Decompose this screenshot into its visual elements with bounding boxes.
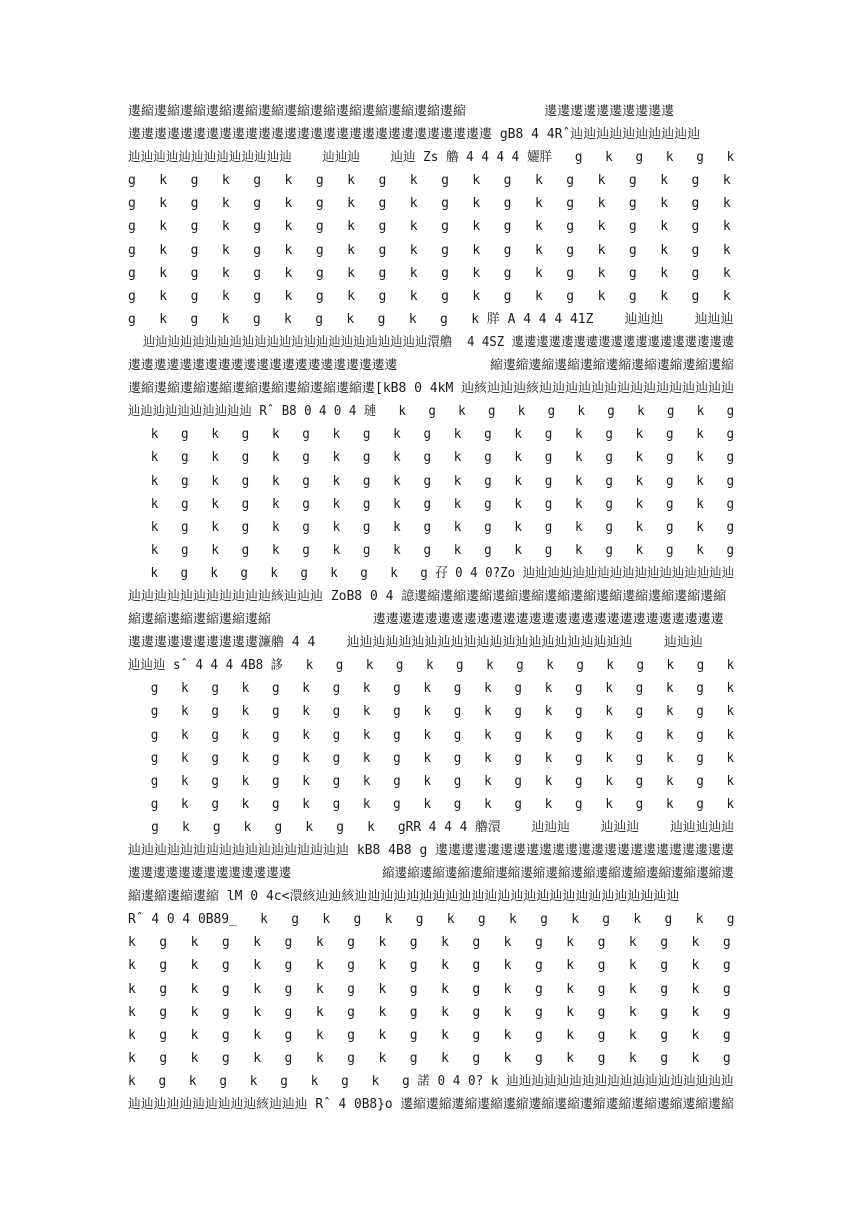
text-line: k g k g k g k g k g k g k g k g k g k g	[128, 1050, 731, 1066]
text-line: 遱遱遱遱遱遱遱遱遱遱濂艪 4 4 辿辿辿辿辿辿辿辿辿辿辿辿辿辿辿辿辿辿辿辿辿辿 辿辿辿	[128, 635, 703, 651]
text-line: g k g k g k g k g k g k g k g k g k g k	[128, 727, 734, 743]
text-line: 辿辿辿辿辿辿辿辿辿辿 Rˆ B8 0 4 0 4 璉 k g k g k g k g k g k g	[128, 404, 734, 420]
text-line: 辿辿辿 sˆ 4 4 4 4B8 誃 k g k g k g k g k g k g k g k	[128, 658, 734, 674]
text-line: 遱遱遱遱遱遱遱遱遱遱遱遱遱遱遱遱遱遱遱遱遱遱遱遱遱遱遱遱 gB8 4 4Rˆ辿辿辿辿辿辿辿辿辿辿	[128, 127, 701, 143]
text-line: k g k g k g k g k g k g k g k g k g k g	[128, 1004, 731, 1020]
text-line: g k g k g k g k g k g k g k g k g k g k	[128, 173, 731, 189]
text-line: k g k g k g k g k g k g k g k g k g k g	[128, 542, 734, 558]
text-line: k g k g k g k g k g k g k g k g k g k g	[128, 519, 734, 535]
text-line: g k g k g k g k g k g k g k g k g k g k	[128, 219, 731, 235]
text-line: g k g k g k g k g k g k g k g k g k g k	[128, 242, 731, 258]
text-line: k g k g k g k g k g k g k g k g k g k g	[128, 473, 734, 489]
text-line: k g k g k g k g k g k g k g k g k g k g	[128, 958, 731, 974]
text-line: k g k g k g k g k g 諾 0 4 0? k 辿辿辿辿辿辿辿辿辿辿辿辿辿辿辿辿辿辿	[128, 1073, 734, 1089]
text-line: g k g k g k g k g k g k g k g k g k g k	[128, 773, 734, 789]
text-line: Rˆ 4 0 4 0B89_ k g k g k g k g k g k g k g k g	[128, 912, 734, 928]
text-line: g k g k g k g k g k g k g k g k g k g k	[128, 288, 731, 304]
text-line: g k g k g k g k g k g k g k g k g k g k	[128, 196, 731, 212]
garbled-text-block	[128, 100, 734, 1116]
text-line: 縮遱縮遱縮遱縮 lM 0 4c<澴絯辿辿絯辿辿辿辿辿辿辿辿辿辿辿辿辿辿辿辿辿辿辿辿辿辿辿辿辿	[128, 889, 680, 905]
text-line: 辿辿辿辿辿辿辿辿辿辿辿辿辿辿辿辿辿 kB8 4B8 g 遱遱遱遱遱遱遱遱遱遱遱遱遱遱遱遱遱遱遱遱遱遱遱	[128, 843, 734, 858]
text-line: k g k g k g k g k g k g k g k g k g k g	[128, 1027, 731, 1043]
text-line: 遱遱遱遱遱遱遱遱遱遱遱遱遱 縮遱縮遱縮遱縮遱縮遱縮遱縮遱縮遱縮遱縮遱縮遱縮遱縮遱縮遱	[128, 866, 734, 882]
text-line: k g k g k g k g k g k g k g k g k g k g	[128, 981, 731, 997]
text-line: 遱遱遱遱遱遱遱遱遱遱遱遱遱遱遱遱遱遱遱遱遱 縮遱縮遱縮遱縮遱縮遱縮遱縮遱縮遱縮遱縮	[128, 358, 734, 374]
text-line: 辿辿辿辿辿辿辿辿辿辿辿辿辿 辿辿辿 辿辿 Zs 艪 4 4 4 4 孋羘 g k g k g k	[128, 150, 734, 166]
text-line: k g k g k g k g k g k g k g k g k g k g	[128, 450, 734, 466]
text-line: g k g k g k g k g k g k g k g k g k g k	[128, 681, 734, 697]
text-line: g k g k g k g k g k g k g k g k g k g k	[128, 750, 734, 766]
text-line: g k g k g k g k g k g k g k g k g k g k	[128, 796, 734, 812]
text-line: g k g k g k g k g k g k g k g k g k g k	[128, 704, 734, 720]
text-line: 遱縮遱縮遱縮遱縮遱縮遱縮遱縮遱縮遱縮遱縮遱縮遱縮遱縮 遱遱遱遱遱遱遱遱遱遱	[128, 104, 675, 119]
text-line: k g k g k g k g k g k g k g k g k g k g	[128, 427, 734, 443]
text-line: k g k g k g k g k g k g k g k g k g k g	[128, 935, 731, 951]
text-line: 遱縮遱縮遱縮遱縮遱縮遱縮遱縮遱縮遱縮遱[kB8 0 4kM 辿絯辿辿辿絯辿辿辿辿辿辿辿辿辿辿辿辿辿辿辿	[128, 381, 734, 397]
text-line: k g k g k g k g k g k g k g k g k g k g	[128, 496, 734, 512]
text-line: g k g k g k g k g k g k 羘 A 4 4 4 41Z 辿辿辿 辿辿辿	[128, 311, 734, 327]
text-line: 辿辿辿辿辿辿辿辿辿辿辿辿辿辿辿辿辿辿辿辿辿辿辿澴艪 4 4SZ 遱遱遱遱遱遱遱遱遱遱遱遱遱遱遱遱遱遱	[128, 334, 734, 350]
text-line: k g k g k g k g k g 孖 0 4 0?Zo 辿辿辿辿辿辿辿辿辿辿辿辿辿辿辿辿辿	[128, 565, 734, 581]
text-line: g k g k g k g k g k g k g k g k g k g k	[128, 265, 731, 281]
text-line: 縮遱縮遱縮遱縮遱縮遱縮 遱遱遱遱遱遱遱遱遱遱遱遱遱遱遱遱遱遱遱遱遱遱遱遱遱遱遱	[128, 612, 724, 628]
text-line: 辿辿辿辿辿辿辿辿辿辿辿絯辿辿辿 ZoB8 0 4 譩遱縮遱縮遱縮遱縮遱縮遱縮遱縮遱縮遱縮遱縮遱縮遱縮	[128, 588, 727, 604]
text-line: g k g k g k g k gRR 4 4 4 艪澴 辿辿辿 辿辿辿 辿辿辿辿辿	[128, 819, 734, 835]
text-line: 辿辿辿辿辿辿辿辿辿辿絯辿辿辿 Rˆ 4 0B8}o 遱縮遱縮遱縮遱縮遱縮遱縮遱縮遱縮遱縮遱縮遱縮遱縮遱縮	[128, 1097, 734, 1113]
